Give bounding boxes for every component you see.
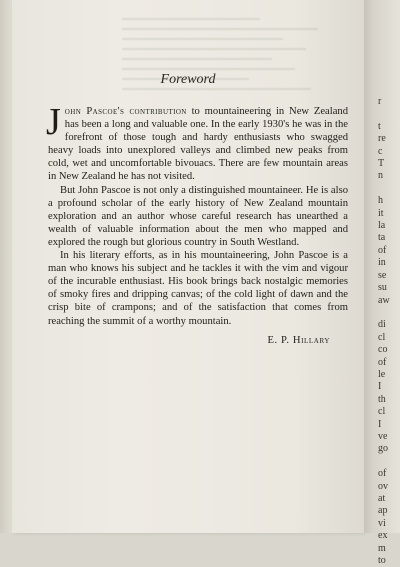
paragraph-1 bbox=[46, 101, 348, 184]
facing-page-text-fragments: r t re c T n h it la ta of in se su aw di cl co of le I th cl I ve go of ov at ap vi ex m to bbox=[378, 96, 390, 567]
drop-cap: J bbox=[46, 101, 61, 143]
signature: E. P. Hillary bbox=[267, 334, 330, 346]
paragraph-2: But John Pascoe is not only a distinguished mountaineer. He is also a profound scholar of the early history of New Zealand mountain exploration and an author whose careful research has unearthed a wealth of valuable information about the men who mapped and explored the rough but glorious country in South Westland. bbox=[48, 184, 348, 248]
facing-page bbox=[372, 0, 400, 567]
paragraph-3: In his literary efforts, as in his mountaineering, John Pascoe is a man who knows his subject and he tackles it with the vim and vigour of the incurable enthusiast. His book brings back nostalgic memories of smoky fires and dripping canvas; of the cold light of dawn and the crisp bite of crampons; and of the satisfaction that comes from reaching the summit of a worthy mountain. bbox=[48, 250, 348, 327]
foreword-body bbox=[46, 101, 348, 347]
paragraph-1-text: to mountaineering in New Zealand has been a long and valuable one. In the early 1930's he was in the forefront of those tough and hardy enthusiasts who swagged heavy loads into unexplored valleys and climbed new peaks from cold, wet and uncomfortable bivouacs. There are few mountain areas in New Zealand he has not visited. bbox=[48, 106, 348, 183]
lead-in-caps: ohn Pascoe's contribution bbox=[64, 106, 187, 117]
page-title: Foreword bbox=[160, 72, 216, 87]
